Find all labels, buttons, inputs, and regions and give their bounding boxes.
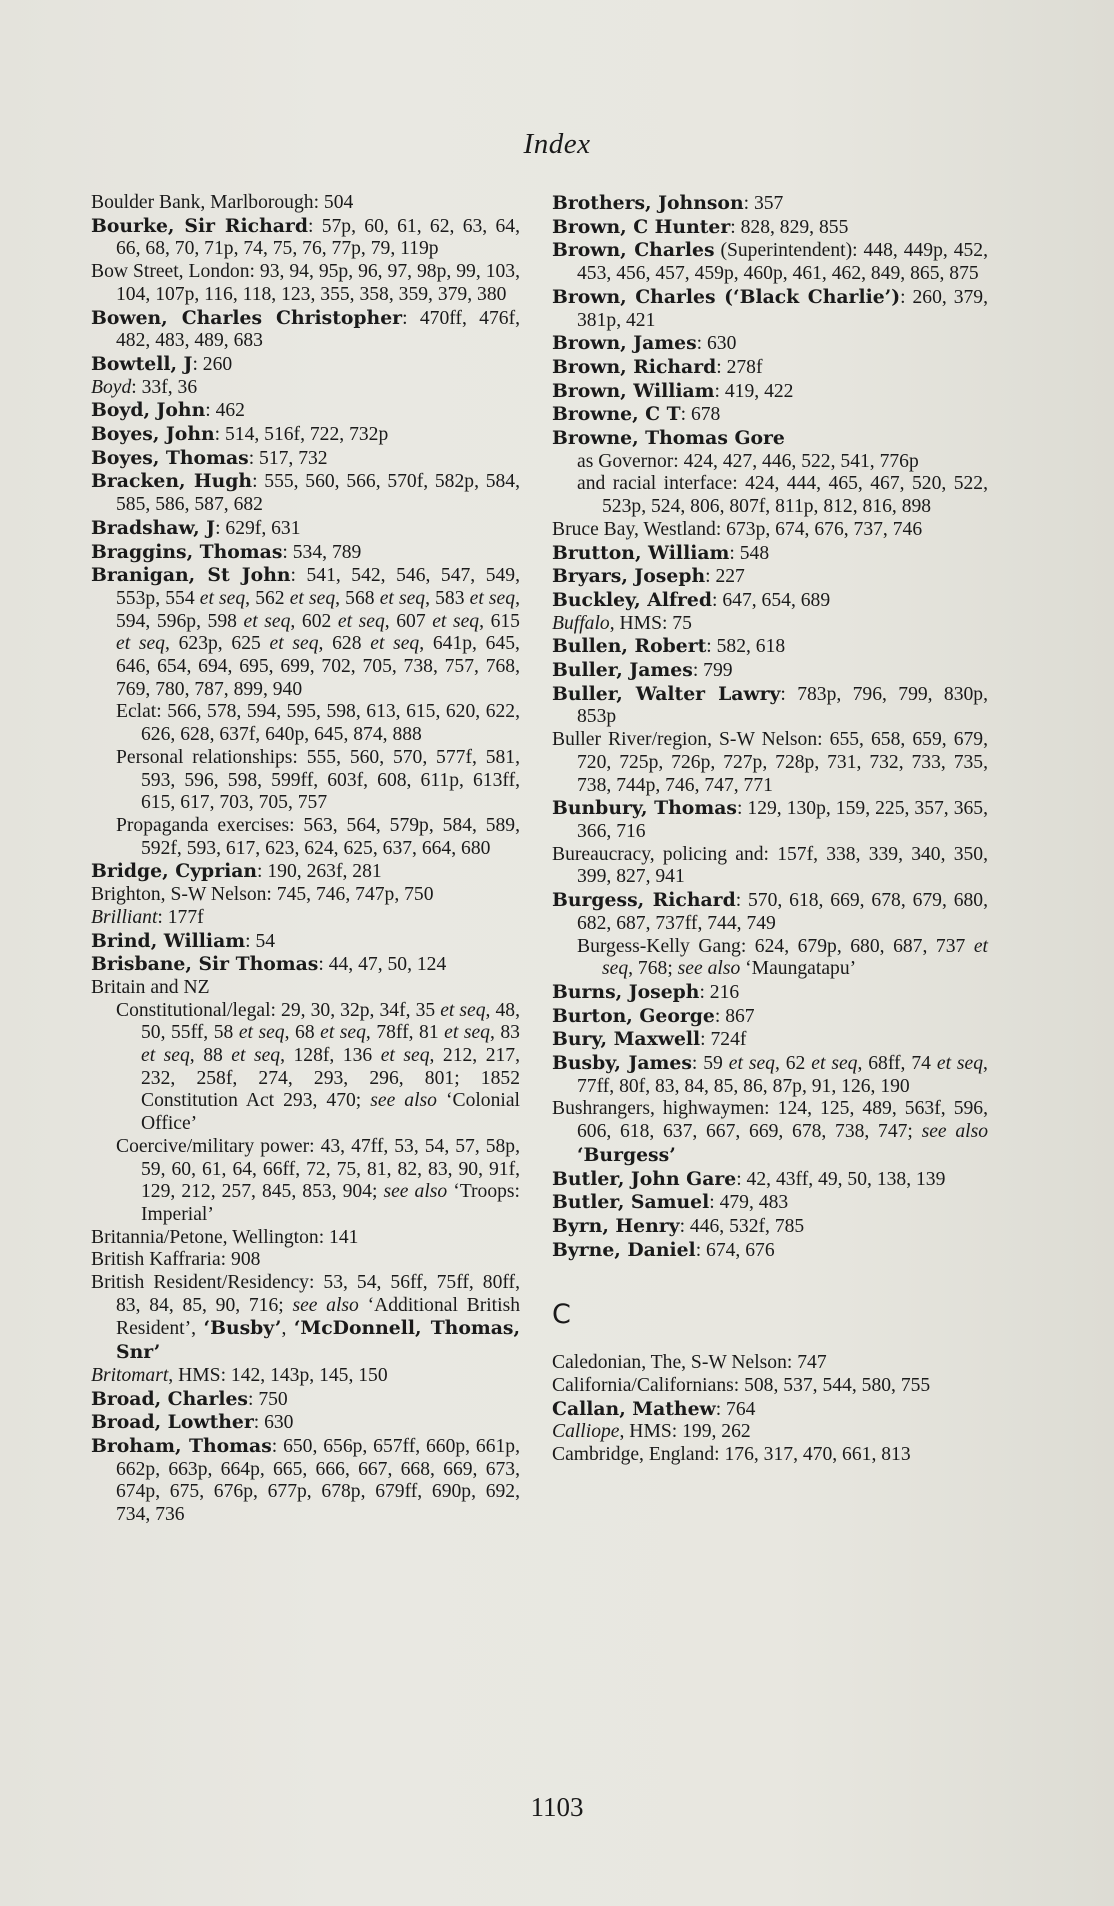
- entry-heading: Bridge, Cyprian: [91, 860, 258, 883]
- entry-text: : 517, 732: [248, 447, 328, 469]
- entry-text: : 57p, 60, 61, 62, 63, 64, 66, 68, 70, 71p, 74, 75, 76, 77p, 79, 119p: [116, 215, 520, 260]
- right-column: [552, 192, 988, 1467]
- entry-heading: Buller, Walter Lawry: [552, 682, 781, 705]
- index-entry: [552, 427, 988, 451]
- entry-text: Bruce Bay, Westland: 673p, 674, 676, 737, 746: [552, 518, 923, 540]
- index-entry: [91, 930, 520, 954]
- index-entry: [552, 889, 988, 935]
- entry-italic: et seq: [231, 1045, 281, 1067]
- entry-text: : 479, 483: [709, 1192, 789, 1214]
- entry-heading: Busby, James: [552, 1052, 692, 1075]
- entry-text: : 548: [729, 542, 770, 564]
- index-entry: [552, 519, 988, 542]
- entry-text: , 562: [245, 587, 290, 609]
- entry-text: Britain and NZ: [91, 976, 210, 998]
- entry-text: , 128f, 136: [280, 1045, 381, 1067]
- entry-text: Coercive/military power: 43, 47ff, 53, 54, 57, 58p, 59, 60, 61, 64, 66ff, 72, 75, 81, 82, 83, 90, 91f, 129, 212, 257, 845, 853, 904;: [116, 1135, 520, 1203]
- entry-text: : 650, 656p, 657ff, 660p, 661p, 662p, 663p, 664p, 665, 666, 667, 668, 669, 673, 674p, 675, 676p, 677p, 678p, 679ff, 690p, 692, 734, 736: [116, 1435, 521, 1526]
- index-entry: [91, 1388, 520, 1412]
- entry-heading: Boyes, John: [91, 423, 215, 446]
- entry-heading: Bourke, Sir Richard: [91, 214, 308, 237]
- entry-text: , 594, 596p, 598: [116, 587, 520, 632]
- index-subentry: [552, 473, 988, 518]
- entry-text: Bureaucracy, policing and: 157f, 338, 339, 340, 350, 399, 827, 941: [552, 843, 988, 888]
- entry-heading: Broad, Lowther: [91, 1411, 254, 1434]
- entry-heading: Buller, James: [552, 659, 693, 682]
- entry-text: California/Californians: 508, 537, 544, 580, 755: [552, 1375, 931, 1397]
- entry-text: , HMS: 199, 262: [619, 1421, 751, 1443]
- entry-text: : 190, 263f, 281: [257, 861, 382, 883]
- entry-heading: Brown, James: [552, 332, 697, 355]
- index-entry: [552, 1444, 988, 1467]
- index-entry: [552, 239, 988, 285]
- entry-text: : 630: [253, 1412, 294, 1434]
- index-entry: [552, 1398, 988, 1422]
- entry-text: : 357: [743, 193, 784, 214]
- index-entry: [91, 377, 520, 400]
- index-entry: [91, 860, 520, 884]
- index-entry: [552, 729, 988, 797]
- index-entry: [91, 1411, 520, 1435]
- entry-heading: Bradshaw, J: [91, 516, 216, 539]
- entry-text: : 534, 789: [282, 541, 362, 563]
- entry-text: : 828, 829, 855: [730, 216, 849, 238]
- entry-heading: Buckley, Alfred: [552, 588, 713, 611]
- entry-heading: Braggins, Thomas: [91, 540, 283, 563]
- entry-text: (Superintendent): 448, 449p, 452, 453, 456, 457, 459p, 460p, 461, 462, 849, 865, 875: [577, 240, 988, 285]
- entry-italic: see also: [370, 1090, 437, 1112]
- index-entry: [552, 1005, 988, 1029]
- entry-italic: et seq: [379, 587, 426, 609]
- entry-text: , 62: [774, 1053, 812, 1075]
- entry-heading: Branigan, St John: [91, 564, 291, 587]
- entry-italic: et seq: [602, 935, 988, 980]
- entry-text: : 33f, 36: [131, 376, 198, 398]
- entry-heading: Browne, Thomas Gore: [552, 427, 785, 450]
- entry-heading: Callan, Mathew: [552, 1397, 716, 1420]
- index-subentry: [91, 1136, 520, 1227]
- entry-text: Bow Street, London: 93, 94, 95p, 96, 97, 98p, 99, 103, 104, 107p, 116, 118, 123, 355, 358, 359, 379, 380: [91, 261, 520, 305]
- entry-text: ‘Maungatapu’: [740, 958, 857, 980]
- right-column-b-entries: [552, 192, 988, 1262]
- entry-italic: Calliope: [552, 1421, 620, 1443]
- entry-text: : 177f: [157, 906, 204, 928]
- entry-text: : 42, 43ff, 49, 50, 138, 139: [736, 1168, 946, 1190]
- index-entry: [552, 844, 988, 889]
- entry-text: ‘Colonial Office’: [141, 1090, 520, 1135]
- entry-italic: see also: [677, 958, 741, 980]
- entry-text: : 260, 379, 381p, 421: [577, 286, 988, 331]
- entry-text: : 555, 560, 566, 570f, 582p, 584, 585, 586, 587, 682: [116, 471, 520, 516]
- entry-heading: Brown, C Hunter: [552, 215, 731, 238]
- entry-text: : 750: [248, 1388, 288, 1410]
- entry-text: : 216: [699, 981, 740, 1003]
- running-head: Index: [523, 128, 591, 160]
- entry-heading: Burton, George: [552, 1004, 715, 1027]
- entry-heading: Broham, Thomas: [91, 1434, 272, 1457]
- entry-italic: et seq: [243, 610, 291, 632]
- right-column-c-entries: [552, 1352, 988, 1467]
- entry-text: , 615: [479, 610, 520, 632]
- entry-text: : 278f: [716, 356, 763, 378]
- entry-italic: see also: [292, 1294, 359, 1316]
- entry-italic: et seq: [728, 1053, 775, 1075]
- entry-italic: Buffalo: [552, 612, 610, 634]
- entry-italic: et seq: [936, 1053, 984, 1075]
- entry-heading: Boyd, John: [91, 399, 206, 422]
- entry-text: : 764: [715, 1398, 756, 1420]
- entry-text: , 78ff, 81: [365, 1022, 445, 1044]
- index-subentry: [91, 701, 520, 746]
- entry-text: Caledonian, The, S-W Nelson: 747: [552, 1352, 827, 1374]
- entry-text: Boulder Bank, Marlborough: 504: [91, 192, 354, 213]
- index-entry: [91, 1435, 520, 1527]
- index-entry: [552, 356, 988, 380]
- entry-italic: et seq: [440, 999, 486, 1021]
- entry-text: , 602: [290, 610, 338, 632]
- index-entry: [552, 1191, 988, 1215]
- index-entry: [91, 423, 520, 447]
- entry-text: : 799: [692, 660, 733, 682]
- index-subentry: [552, 936, 988, 981]
- index-entry: [552, 192, 988, 216]
- index-subentry: [91, 747, 520, 815]
- entry-italic: et seq: [141, 1045, 190, 1067]
- entry-text: Britannia/Petone, Wellington: 141: [91, 1226, 359, 1248]
- entry-heading: Bracken, Hugh: [91, 470, 253, 493]
- entry-text: , 623p, 625: [164, 633, 270, 655]
- index-entry: [552, 332, 988, 356]
- index-entry: [552, 635, 988, 659]
- entry-heading: Bury, Maxwell: [552, 1028, 701, 1051]
- entry-heading: Brisbane, Sir Thomas: [91, 953, 319, 976]
- index-entry: [552, 659, 988, 683]
- entry-italic: see also: [921, 1121, 988, 1143]
- entry-text: as Governor: 424, 427, 446, 522, 541, 776p: [577, 450, 919, 472]
- entry-text: : 227: [705, 566, 745, 588]
- index-entry: [552, 797, 988, 843]
- entry-text: , 583: [425, 587, 470, 609]
- entry-heading: Brown, Richard: [552, 355, 717, 378]
- entry-heading: Brown, Charles: [552, 239, 715, 262]
- entry-text: British Resident/Residency: 53, 54, 56ff, 75ff, 80ff, 83, 84, 85, 90, 716;: [91, 1272, 520, 1316]
- entry-text: : 59: [691, 1053, 729, 1075]
- entry-italic: et seq: [811, 1053, 858, 1075]
- entry-text: : 647, 654, 689: [712, 589, 831, 611]
- index-entry: [552, 1052, 988, 1098]
- entry-text: Buller River/region, S-W Nelson: 655, 658, 659, 679, 720, 725p, 726p, 727p, 728p, 731, 732, 733, 735, 738, 744p, 746, 747, 771: [552, 729, 988, 796]
- entry-text: and racial interface: 424, 444, 465, 467, 520, 522, 523p, 524, 806, 807f, 811p, 812, 816, 898: [577, 473, 988, 518]
- entry-italic: see also: [383, 1181, 448, 1203]
- index-entry: [552, 1375, 988, 1398]
- index-entry: [552, 286, 988, 332]
- entry-text: : 470ff, 476f, 482, 483, 489, 683: [116, 307, 521, 352]
- entry-text: : 724f: [700, 1029, 747, 1051]
- entry-text: , 768;: [628, 958, 678, 980]
- index-entry: [552, 981, 988, 1005]
- entry-italic: et seq: [289, 587, 336, 609]
- entry-text: : 419, 422: [714, 380, 794, 402]
- entry-text: Burgess-Kelly Gang: 624, 679p, 680, 687, 737: [577, 935, 974, 957]
- entry-italic: et seq: [444, 1022, 490, 1044]
- entry-heading: Byrne, Daniel: [552, 1238, 696, 1261]
- entry-italic: et seq: [337, 610, 385, 632]
- entry-heading: Browne, C T: [552, 403, 681, 426]
- entry-text: , 83: [489, 1022, 520, 1044]
- entry-heading: Bowen, Charles Christopher: [91, 306, 403, 329]
- entry-italic: Brilliant: [91, 906, 158, 928]
- index-entry: [91, 1365, 520, 1388]
- index-entry: [91, 1227, 520, 1250]
- entry-text: : 582, 618: [706, 636, 786, 658]
- index-entry: [91, 884, 520, 907]
- entry-heading: Butler, Samuel: [552, 1191, 710, 1214]
- entry-text: , 212, 217, 232, 258f, 274, 293, 296, 801; 1852 Constitution Act 293, 470;: [141, 1045, 520, 1112]
- index-entry: [552, 1168, 988, 1192]
- index-entry: [552, 1239, 988, 1263]
- entry-text: Bushrangers, highwaymen: 124, 125, 489, 563f, 596, 606, 618, 637, 667, 669, 678, 738, 747;: [552, 1098, 988, 1143]
- entry-text: : 44, 47, 50, 124: [318, 954, 447, 976]
- entry-text: : 260: [192, 353, 233, 375]
- entry-text: , 68ff, 74: [857, 1053, 937, 1075]
- entry-text: : 54: [245, 930, 276, 952]
- index-entry: [552, 216, 988, 240]
- entry-text: Brighton, S-W Nelson: 745, 746, 747p, 750: [91, 884, 434, 906]
- entry-italic: et seq: [116, 633, 165, 655]
- entry-italic: et seq: [269, 633, 319, 655]
- entry-text: : 674, 676: [695, 1239, 775, 1261]
- entry-text: : 462: [205, 400, 245, 422]
- entry-heading: ‘McDonnell, Thomas, Snr’: [116, 1317, 521, 1364]
- entry-heading: ‘Busby’: [203, 1317, 282, 1340]
- entry-text: : 783p, 796, 799, 830p, 853p: [577, 683, 988, 728]
- index-entry: [552, 542, 988, 566]
- index-entry: [91, 1272, 520, 1365]
- entry-heading: Bunbury, Thomas: [552, 797, 737, 820]
- entry-text: , 68: [284, 1022, 321, 1044]
- entry-text: , HMS: 75: [609, 612, 692, 634]
- left-column: [91, 192, 520, 1527]
- entry-heading: Burgess, Richard: [552, 889, 736, 912]
- index-entry: [91, 470, 520, 516]
- entry-italic: et seq: [432, 610, 480, 632]
- entry-text: , 568: [335, 587, 380, 609]
- entry-heading: ‘Burgess’: [577, 1143, 676, 1166]
- entry-heading: Burns, Joseph: [552, 980, 700, 1003]
- entry-italic: et seq: [238, 1022, 285, 1044]
- entry-text: , 607: [384, 610, 433, 632]
- entry-text: : 629f, 631: [215, 517, 301, 539]
- entry-italic: et seq: [380, 1045, 430, 1067]
- entry-heading: Bryars, Joseph: [552, 565, 706, 588]
- index-entry: [552, 403, 988, 427]
- index-subentry: [91, 815, 520, 860]
- section-letter-heading: C: [552, 1299, 571, 1331]
- index-entry: [91, 541, 520, 565]
- entry-text: : 446, 532f, 785: [679, 1215, 805, 1237]
- entry-heading: Boyes, Thomas: [91, 446, 249, 469]
- index-entry: [91, 564, 520, 701]
- index-entry: [91, 953, 520, 977]
- index-entry: [552, 1098, 988, 1167]
- entry-text: : 867: [714, 1005, 755, 1027]
- index-entry: [552, 1421, 988, 1444]
- index-entry: [91, 215, 520, 261]
- entry-heading: Butler, John Gare: [552, 1167, 737, 1190]
- entry-heading: Broad, Charles: [91, 1387, 248, 1410]
- entry-heading: Brown, William: [552, 379, 715, 402]
- entry-heading: Brothers, Johnson: [552, 192, 744, 214]
- entry-text: , 628: [318, 633, 371, 655]
- entry-text: Personal relationships: 555, 560, 570, 577f, 581, 593, 596, 598, 599ff, 603f, 608, 611p, 613ff, 615, 617, 703, 705, 757: [116, 746, 520, 814]
- entry-text: ,: [281, 1318, 294, 1340]
- entry-text: , 77ff, 80f, 83, 84, 85, 86, 87p, 91, 126, 190: [577, 1053, 988, 1097]
- index-entry: [552, 589, 988, 613]
- entry-text: , 48, 50, 55ff, 58: [141, 999, 520, 1044]
- entry-italic: et seq: [320, 1022, 366, 1044]
- entry-text: ‘Additional British Resident’,: [116, 1294, 520, 1340]
- entry-heading: Byrn, Henry: [552, 1214, 680, 1237]
- entry-italic: et seq: [370, 633, 420, 655]
- index-entry: [91, 977, 520, 1000]
- index-entry: [91, 447, 520, 471]
- entry-heading: Brind, William: [91, 929, 246, 952]
- entry-text: , 641p, 645, 646, 654, 694, 695, 699, 702, 705, 738, 757, 768, 769, 780, 787, 899, 940: [116, 633, 520, 700]
- entry-text: : 630: [696, 333, 737, 355]
- entry-text: ‘Troops: Imperial’: [141, 1181, 521, 1225]
- entry-italic: et seq: [469, 587, 516, 609]
- entry-italic: Boyd: [91, 376, 132, 398]
- index-entry: [91, 261, 520, 306]
- entry-text: : 514, 516f, 722, 732p: [214, 424, 389, 446]
- entry-heading: Bowtell, J: [91, 352, 193, 375]
- entry-text: : 678: [680, 404, 721, 426]
- entry-text: , HMS: 142, 143p, 145, 150: [168, 1364, 388, 1386]
- index-entry: [552, 380, 988, 404]
- entry-text: , 88: [189, 1045, 232, 1067]
- index-entry: [552, 683, 988, 729]
- index-entry: [91, 192, 520, 215]
- entry-italic: Britomart: [91, 1364, 169, 1386]
- index-entry: [552, 1028, 988, 1052]
- entry-heading: Brown, Charles (‘Black Charlie’): [552, 285, 901, 308]
- index-subentry: [552, 451, 988, 474]
- entry-text: : 541, 542, 546, 547, 549, 553p, 554: [116, 565, 520, 609]
- entry-text: : 570, 618, 669, 678, 679, 680, 682, 687, 737ff, 744, 749: [577, 890, 988, 934]
- index-entry: [91, 907, 520, 930]
- entry-text: : 129, 130p, 159, 225, 357, 365, 366, 716: [577, 798, 988, 842]
- page-number: 1103: [530, 1792, 584, 1822]
- entry-text: Eclat: 566, 578, 594, 595, 598, 613, 615, 620, 622, 626, 628, 637f, 640p, 645, 874, 888: [116, 701, 520, 746]
- entry-text: Cambridge, England: 176, 317, 470, 661, 813: [552, 1444, 911, 1466]
- entry-text: British Kaffraria: 908: [91, 1249, 261, 1271]
- index-entry: [552, 1352, 988, 1375]
- index-entry: [91, 517, 520, 541]
- entry-heading: Brutton, William: [552, 541, 730, 564]
- entry-italic: et seq: [199, 587, 246, 609]
- index-entry: [91, 307, 520, 353]
- index-entry: [91, 399, 520, 423]
- index-entry: [552, 613, 988, 636]
- index-entry: [552, 1215, 988, 1239]
- index-subentry: [91, 1000, 520, 1136]
- index-entry: [552, 565, 988, 589]
- entry-heading: Bullen, Robert: [552, 635, 707, 658]
- index-entry: [91, 353, 520, 377]
- entry-text: Constitutional/legal: 29, 30, 32p, 34f, 35: [116, 999, 441, 1021]
- entry-text: Propaganda exercises: 563, 564, 579p, 584, 589, 592f, 593, 617, 623, 624, 625, 637, 664, 680: [116, 814, 520, 859]
- index-entry: [91, 1249, 520, 1272]
